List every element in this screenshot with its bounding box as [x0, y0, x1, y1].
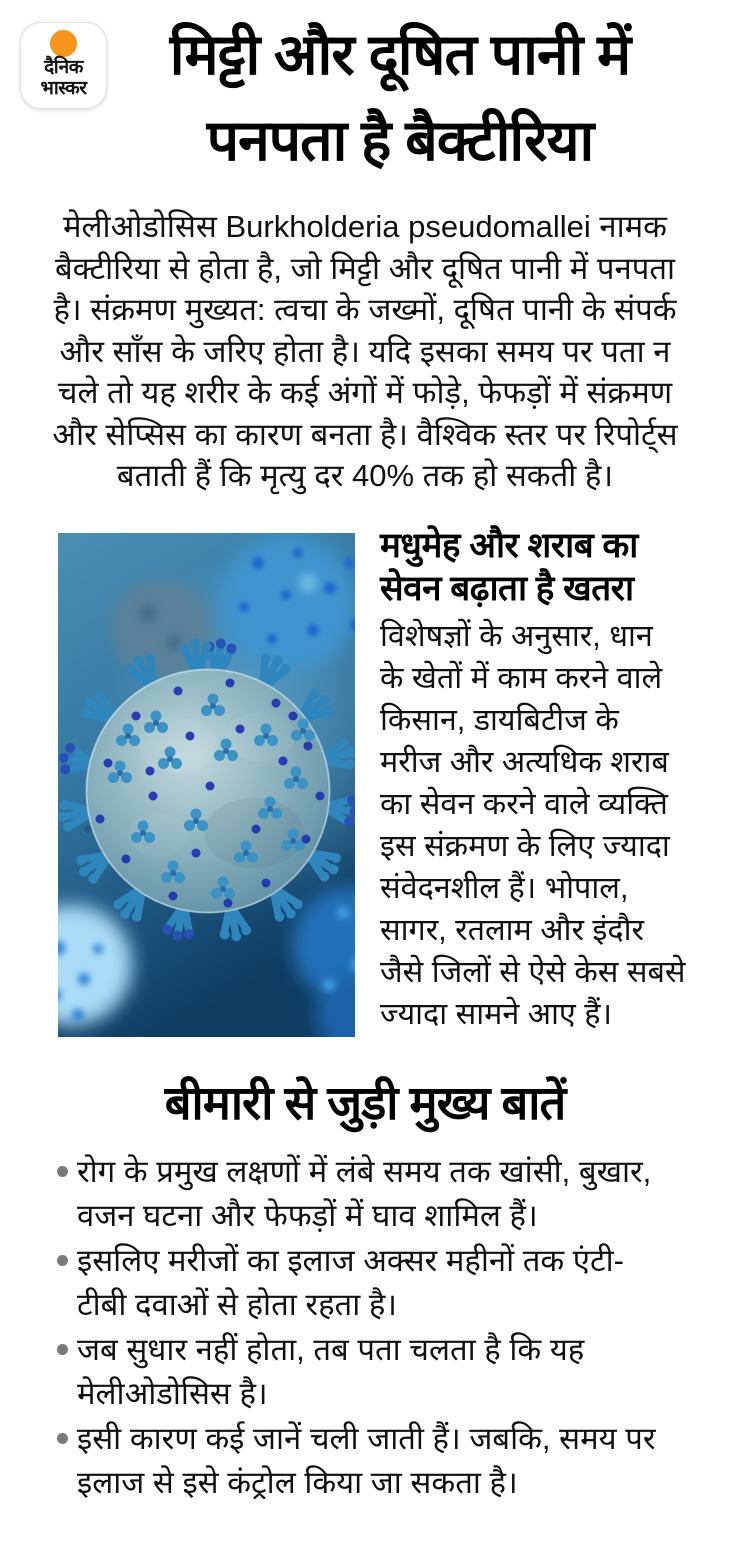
- intro-line: बताती हैं कि मृत्यु दर 40% तक हो सकती है।: [116, 458, 614, 493]
- feature-body-line: सागर, रतलाम और इंदौर: [380, 913, 644, 947]
- bullet-line: मेलीओडोसिस है।: [77, 1375, 268, 1411]
- bullet-line: रोग के प्रमुख लक्षणों में लंबे समय तक खांसी, बुखार,: [77, 1154, 652, 1189]
- bullet-item: [58, 1417, 713, 1504]
- bullet-line: टीबी दवाओं से होता रहता है।: [77, 1286, 398, 1322]
- sun-icon: [50, 30, 77, 57]
- page-title: [90, 12, 710, 184]
- intro-line: मेलीओडोसिस Burkholderia pseudomallei नामक: [63, 209, 667, 244]
- feature-heading-line: मधुमेह और शराब का: [380, 526, 638, 565]
- feature-body-line: का सेवन करने वाले व्यक्ति: [380, 787, 668, 821]
- feature-body-line: विशेषज्ञों के अनुसार, धान: [380, 619, 653, 653]
- feature-body: [380, 615, 720, 1035]
- bullet-dot-icon: [57, 1344, 68, 1355]
- bullet-item: [58, 1150, 713, 1237]
- logo-text-line1: दैनिक: [44, 57, 83, 78]
- bullet-line: इसलिए मरीजों का इलाज अक्सर महीनों तक एंटी-: [77, 1243, 624, 1278]
- bullet-dot-icon: [57, 1433, 68, 1444]
- intro-line: है। संक्रमण मुख्यत: त्वचा के जख्मों, दूषित पानी के संपर्क: [53, 292, 677, 327]
- intro-line: बैक्टीरिया से होता है, जो मिट्टी और दूषित पानी में पनपता: [54, 250, 676, 286]
- title-line: मिट्टी और दूषित पानी में: [169, 23, 631, 87]
- bullet-line: जब सुधार नहीं होता, तब पता चलता है कि यह: [77, 1332, 585, 1367]
- feature-body-line: के खेतों में काम करने वाले: [380, 661, 663, 695]
- feature-heading-line: सेवन बढ़ाता है खतरा: [380, 569, 634, 608]
- bullet-line: इलाज से इसे कंट्रोल किया जा सकता है।: [77, 1464, 518, 1500]
- virus-image-svg: [58, 533, 355, 1037]
- feature-body-line: ज्यादा सामने आए हैं।: [380, 997, 613, 1031]
- feature-body-line: संवेदनशील हैं। भोपाल,: [380, 871, 629, 905]
- bullet-line: वजन घटना और फेफड़ों में घाव शामिल हैं।: [77, 1197, 538, 1233]
- feature-body-line: किसान, डायबिटीज के: [380, 703, 619, 737]
- section-heading: बीमारी से जुड़ी मुख्य बातें: [164, 1076, 566, 1129]
- bullet-list: [58, 1150, 713, 1506]
- feature-block: [380, 524, 720, 1035]
- bullet-dot-icon: [57, 1166, 68, 1177]
- title-line: पनपता है बैक्टीरिया: [206, 109, 594, 173]
- feature-body-line: इस संक्रमण के लिए ज्यादा: [380, 829, 670, 863]
- intro-paragraph: [22, 206, 708, 497]
- bullet-item: [58, 1328, 713, 1415]
- feature-body-line: जैसे जिलों से ऐसे केस सबसे: [380, 955, 686, 989]
- feature-body-line: मरीज और अत्यधिक शराब: [380, 745, 669, 779]
- intro-line: और साँस के जरिए होता है। यदि इसका समय पर पता न: [59, 333, 671, 369]
- bullet-line: इसी कारण कई जानें चली जाती हैं। जबकि, समय पर: [77, 1421, 656, 1456]
- bullet-item: [58, 1239, 713, 1326]
- intro-line: और सेप्सिस का कारण बनता है। वैश्विक स्तर पर रिपोर्ट्स: [52, 416, 678, 452]
- intro-line: चले तो यह शरीर के कई अंगों में फोड़े, फेफड़ों में संक्रमण: [57, 375, 673, 410]
- logo-text-line2: भास्कर: [40, 77, 87, 99]
- bullet-dot-icon: [57, 1255, 68, 1266]
- virus-illustration: [58, 533, 355, 1037]
- feature-heading: [380, 524, 720, 610]
